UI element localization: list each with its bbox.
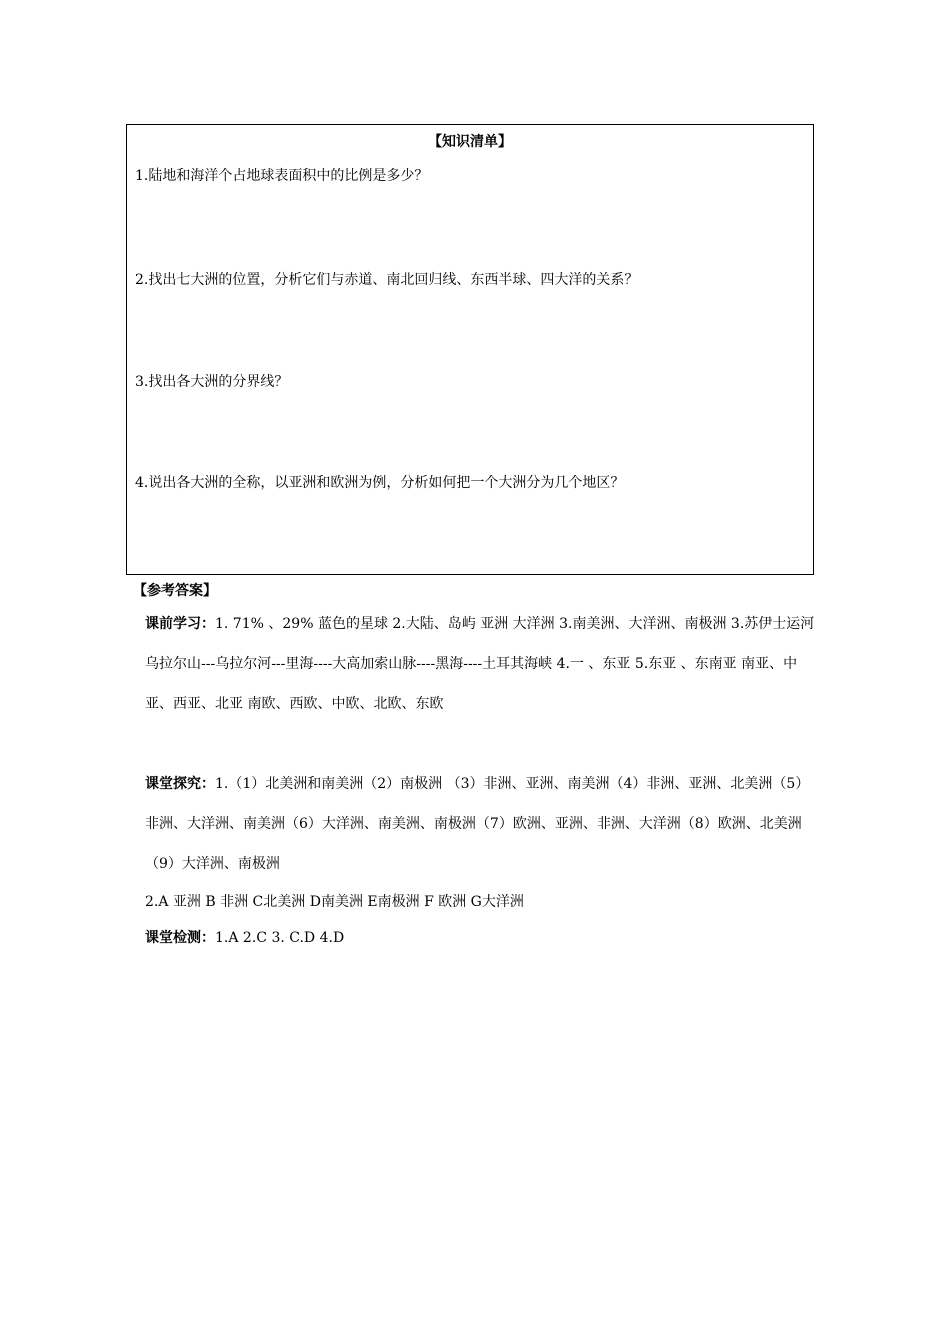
pre-study-text: 1. 71% 、29% 蓝色的星球 2.大陆、岛屿 亚洲 大洋洲 3.南美洲、大洋洲、南极洲 3.苏伊士运河 乌拉尔山---乌拉尔河---里海----大高加索山脉----黑海----土耳其海峡 4.一 、东亚 5.东亚 、东南亚 南亚、中亚、西亚、北亚 南欧、西欧、中欧、北欧、东欧 [145,616,815,712]
question-4: 4.说出各大洲的全称，以亚洲和欧洲为例，分析如何把一个大洲分为几个地区？ [135,475,625,491]
answers-title: 【参考答案】 [133,583,217,599]
test-text: 1.A 2.C 3. C.D 4.D [215,930,345,946]
explore-text: 1.（1）北美洲和南美洲（2）南极洲 （3）非洲、亚洲、南美洲（4）非洲、亚洲、北美洲（5）非洲、大洋洲、南美洲（6）大洋洲、南美洲、南极洲（7）欧洲、亚洲、非洲、大洋洲（8）欧洲、北美洲（9）大洋洲、南极洲 [145,776,810,872]
explore-label: 课堂探究： [145,776,215,792]
question-3: 3.找出各大洲的分界线？ [135,374,289,390]
knowledge-list-title: 【知识清单】 [428,134,512,150]
pre-study-answers [145,604,817,724]
explore-answers [145,764,817,884]
test-answers [145,920,817,956]
pre-study-label: 课前学习： [145,616,215,632]
test-label: 课堂检测： [145,930,215,946]
explore-answers-line2: 2.A 亚洲 B 非洲 C北美洲 D南美洲 E南极洲 F 欧洲 G大洋洲 [145,894,524,910]
knowledge-list-box [126,124,814,575]
question-2: 2.找出七大洲的位置，分析它们与赤道、南北回归线、东西半球、四大洋的关系？ [135,272,639,288]
question-1: 1.陆地和海洋个占地球表面积中的比例是多少？ [135,168,429,184]
